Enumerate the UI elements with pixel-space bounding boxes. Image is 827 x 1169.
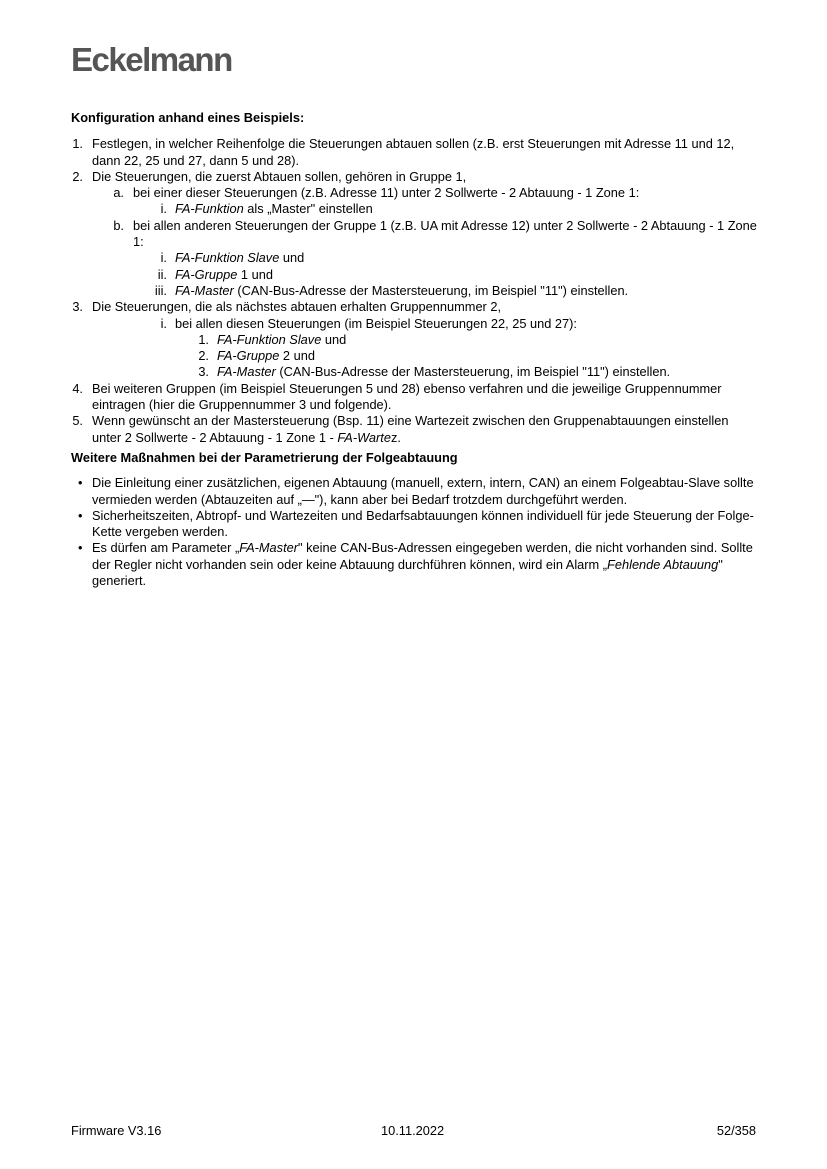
- list-item-step-2a: [71, 185, 761, 201]
- list-marker: 3.: [198, 364, 209, 380]
- parameter-name: FA-Master: [175, 282, 234, 298]
- bullet-text: Sicherheitszeiten, Abtropf- und Wartezeiten und Bedarfsabtauungen können individuell für jede Steuerung der Folge-Kette vergeben werden.: [92, 507, 754, 540]
- parameter-name: FA-Gruppe: [217, 348, 280, 364]
- list-item-text: und: [321, 331, 347, 347]
- list-item-text: Festlegen, in welcher Reihenfolge die Steuerungen abtauen sollen (z.B. erst Steuerungen mit Adresse 11 und 12, dann 22, 25 und 27, dann 5 und 28).: [92, 136, 735, 168]
- bullet-text: Es dürfen am Parameter „: [92, 540, 240, 556]
- list-marker: 5.: [72, 413, 83, 429]
- list-item-text: 1 und: [237, 266, 273, 282]
- list-item-step-3-i: [71, 316, 761, 332]
- parameter-name: FA-Funktion Slave: [217, 331, 322, 347]
- list-item-text: (CAN-Bus-Adresse der Mastersteuerung, im Beispiel "11") einstellen.: [233, 282, 629, 298]
- list-item-text: bei allen anderen Steuerungen der Gruppe 1 (z.B. UA mit Adresse 12) unter 2 Sollwerte - 2 Abtauung - 1 Zone 1:: [133, 217, 757, 250]
- list-item-step-2b-ii: [71, 267, 761, 283]
- footer-date: 10.11.2022: [381, 1123, 445, 1138]
- list-item-step-3-i-3: [71, 364, 761, 380]
- footer-page-number: 52/358: [716, 1123, 756, 1138]
- list-marker: a.: [113, 185, 124, 201]
- bullet-item-2: [71, 508, 761, 541]
- list-item-text: bei allen diesen Steuerungen (im Beispiel Steuerungen 22, 25 und 27):: [175, 315, 577, 331]
- section-heading-konfiguration: Konfiguration anhand eines Beispiels:: [71, 110, 305, 125]
- bullet-item-3: [71, 540, 761, 589]
- bullet-item-1: [71, 475, 761, 508]
- bullet-icon: •: [78, 507, 83, 523]
- list-item-step-3-i-2: [71, 348, 761, 364]
- list-marker: ii.: [157, 266, 167, 282]
- list-marker: b.: [113, 217, 124, 233]
- list-item-step-3: [71, 299, 761, 315]
- list-item-text: 2 und: [279, 348, 315, 364]
- parameter-name: FA-Gruppe: [175, 266, 238, 282]
- parameter-name: FA-Funktion: [175, 201, 244, 217]
- bullet-icon: •: [78, 540, 83, 556]
- list-item-step-2a-i: [71, 201, 761, 217]
- list-item-text: als „Master" einstellen: [243, 201, 373, 217]
- list-marker: i.: [160, 250, 167, 266]
- document-body: [71, 110, 761, 589]
- list-marker: 2.: [72, 168, 83, 184]
- list-marker: 1.: [72, 136, 83, 152]
- list-marker: i.: [160, 315, 167, 331]
- list-marker: 1.: [198, 331, 209, 347]
- list-item-step-3-i-1: [71, 332, 761, 348]
- list-item-text: Die Steuerungen, die zuerst Abtauen sollen, gehören in Gruppe 1,: [92, 168, 467, 184]
- parameter-name: FA-Master: [217, 364, 276, 380]
- footer-firmware: Firmware V3.16: [71, 1123, 162, 1138]
- bullet-icon: •: [78, 475, 83, 491]
- alarm-name: Fehlende Abtauung: [607, 556, 719, 572]
- eckelmann-logo: Eckelmann: [71, 41, 232, 78]
- list-item-text: (CAN-Bus-Adresse der Mastersteuerung, im Beispiel "11") einstellen.: [275, 364, 671, 380]
- parameter-name: FA-Master: [239, 540, 299, 556]
- list-item-text-tail: z.: [390, 429, 401, 445]
- list-marker: i.: [160, 201, 167, 217]
- list-marker: 4.: [72, 380, 83, 396]
- list-item-text: und: [279, 250, 305, 266]
- list-item-text: Die Steuerungen, die als nächstes abtauen erhalten Gruppennummer 2,: [92, 299, 502, 315]
- bullet-text: " generiert.: [92, 556, 723, 589]
- list-item-step-2b-i: [71, 250, 761, 266]
- list-marker: 3.: [72, 299, 83, 315]
- list-item-text: Bei weiteren Gruppen (im Beispiel Steuerungen 5 und 28) ebenso verfahren und die jeweilige Gruppennummer eintragen (hier die Gruppennummer 3 und folgende).: [92, 380, 722, 413]
- list-marker: 2.: [198, 348, 209, 364]
- list-marker: iii.: [154, 282, 167, 298]
- bullet-text: Die Einleitung einer zusätzlichen, eigenen Abtauung (manuell, extern, intern, CAN) an einem Folgeabtau-Slave sollte vermieden werden (Abtauzeiten auf „—"), kann aber bei Bedarf trotzdem durchgeführt werden.: [92, 475, 754, 507]
- list-item-step-2: [71, 169, 761, 185]
- parameter-name: FA-Funktion Slave: [175, 250, 280, 266]
- list-item-step-4: [71, 381, 761, 414]
- list-item-step-2b-iii: [71, 283, 761, 299]
- list-item-step-1: [71, 136, 761, 169]
- list-item-text: bei einer dieser Steuerungen (z.B. Adresse 11) unter 2 Sollwerte - 2 Abtauung - 1 Zone 1:: [133, 185, 640, 201]
- section-heading-massnahmen: Weitere Maßnahmen bei der Parametrierung der Folgeabtauung: [71, 449, 458, 465]
- bullet-text: " keine CAN-Bus-Adressen eingegeben werden, die nicht vorhanden sind. Sollte der Regler nicht vorhanden sein oder keine Abtauung durchführen können, wird ein Alarm „: [92, 540, 753, 572]
- parameter-name: FA-Warte: [337, 429, 391, 445]
- list-item-text: Wenn gewünscht an der Mastersteuerung (Bsp. 11) eine Wartezeit zwischen den Gruppenabtauungen einstellen unter 2 Sollwerte - 2 Abtauung - 1 Zone 1 -: [92, 413, 729, 445]
- list-item-step-5: [71, 413, 761, 446]
- list-item-step-2b: [71, 218, 761, 251]
